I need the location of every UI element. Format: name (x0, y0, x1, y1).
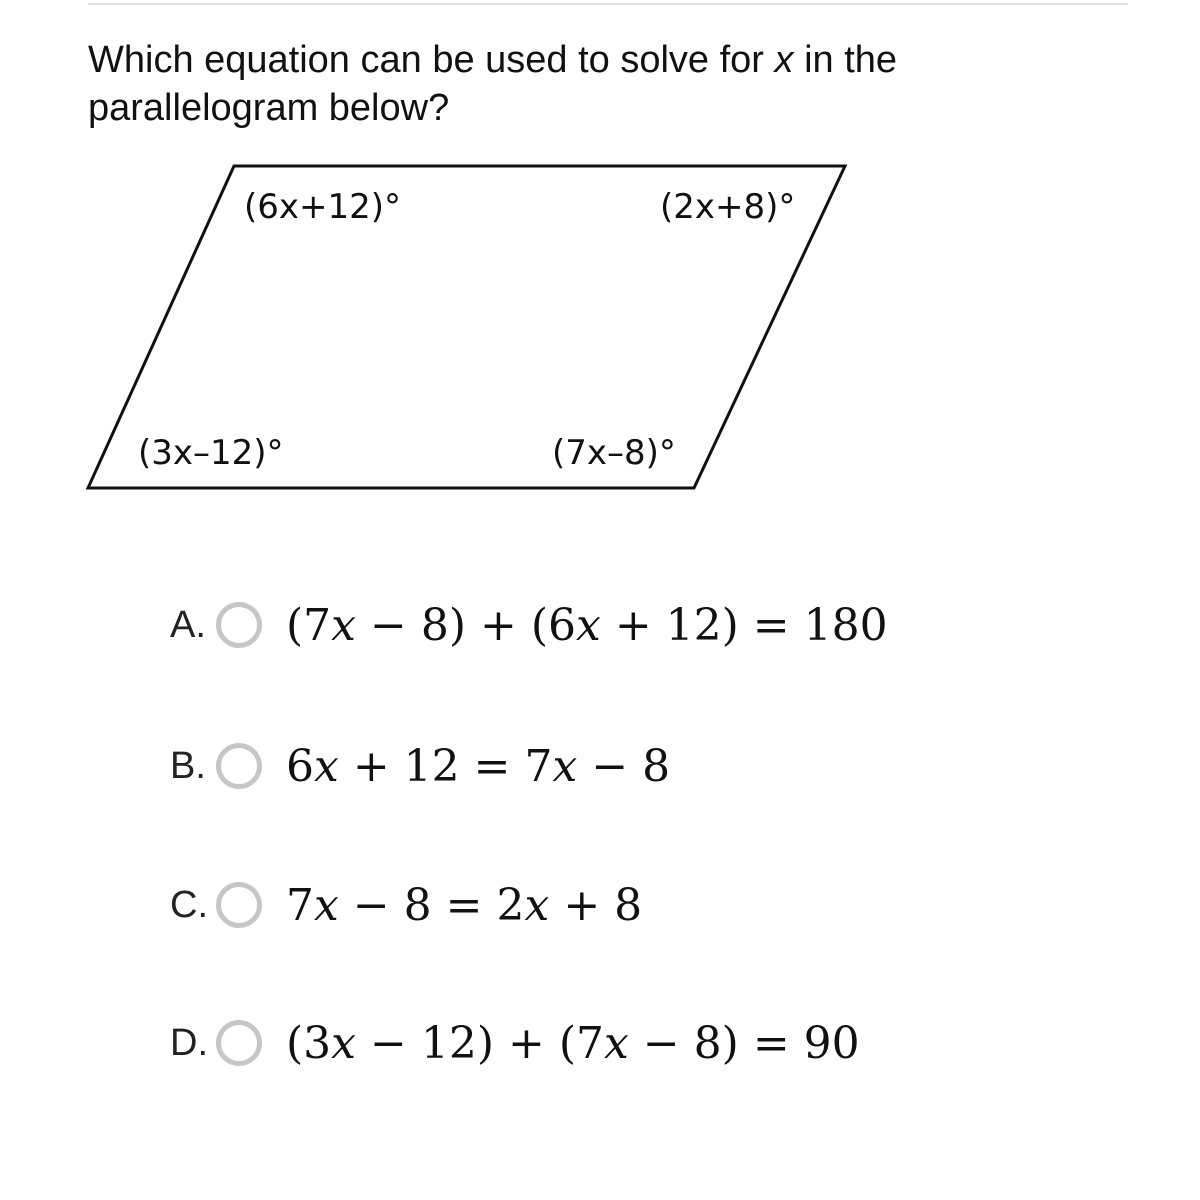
choice-d[interactable] (170, 1008, 860, 1078)
choice-c-letter: C. (170, 883, 208, 926)
equation-text: (7 (286, 599, 332, 651)
equation-variable: x (331, 599, 356, 651)
equation-variable: x (331, 1017, 356, 1069)
choice-c[interactable] (170, 870, 642, 940)
choice-b-letter: B. (170, 744, 206, 787)
equation-text: 6 (286, 740, 314, 792)
equation-variable: x (314, 879, 339, 931)
equation-text: − 8) = 90 (628, 1017, 860, 1069)
equation-text: − 8 (577, 740, 671, 792)
equation-text: − 8 = 2 (338, 879, 525, 931)
angle-label-top-left: (6x+12)° (244, 187, 402, 227)
equation-text: − 12) + (7 (356, 1017, 604, 1069)
equation-text: + 12 = 7 (338, 740, 553, 792)
angle-label-bottom-left: (3x–12)° (138, 433, 284, 473)
choice-b-radio[interactable] (216, 743, 262, 789)
choice-c-equation (286, 880, 642, 931)
equation-variable: x (604, 1017, 629, 1069)
angle-label-top-right: (2x+8)° (660, 187, 796, 227)
question-text-start: Which equation can be used to solve for (88, 39, 775, 81)
equation-text: (3 (286, 1017, 332, 1069)
choice-a-equation (286, 600, 888, 651)
question-text-end: in the parallelogram below? (88, 39, 898, 129)
parallelogram-figure (0, 0, 1200, 520)
angle-label-bottom-right: (7x–8)° (552, 433, 676, 473)
choice-a-radio[interactable] (216, 602, 262, 648)
equation-variable: x (524, 879, 550, 931)
choice-a[interactable] (170, 590, 888, 660)
equation-variable: x (576, 599, 601, 651)
equation-text: 7 (286, 879, 314, 931)
choice-b[interactable] (170, 731, 670, 801)
choice-d-radio[interactable] (216, 1020, 262, 1066)
equation-text: + 12) = 180 (600, 599, 888, 651)
choice-c-radio[interactable] (216, 882, 262, 928)
question-variable: x (774, 39, 794, 81)
equation-variable: x (314, 740, 339, 792)
choice-d-letter: D. (170, 1021, 208, 1064)
choice-d-equation (286, 1018, 860, 1069)
equation-text: + 8 (549, 879, 643, 931)
equation-variable: x (552, 740, 578, 792)
choice-a-letter: A. (170, 603, 206, 646)
choice-b-equation (286, 741, 670, 792)
equation-text: − 8) + (6 (356, 599, 576, 651)
